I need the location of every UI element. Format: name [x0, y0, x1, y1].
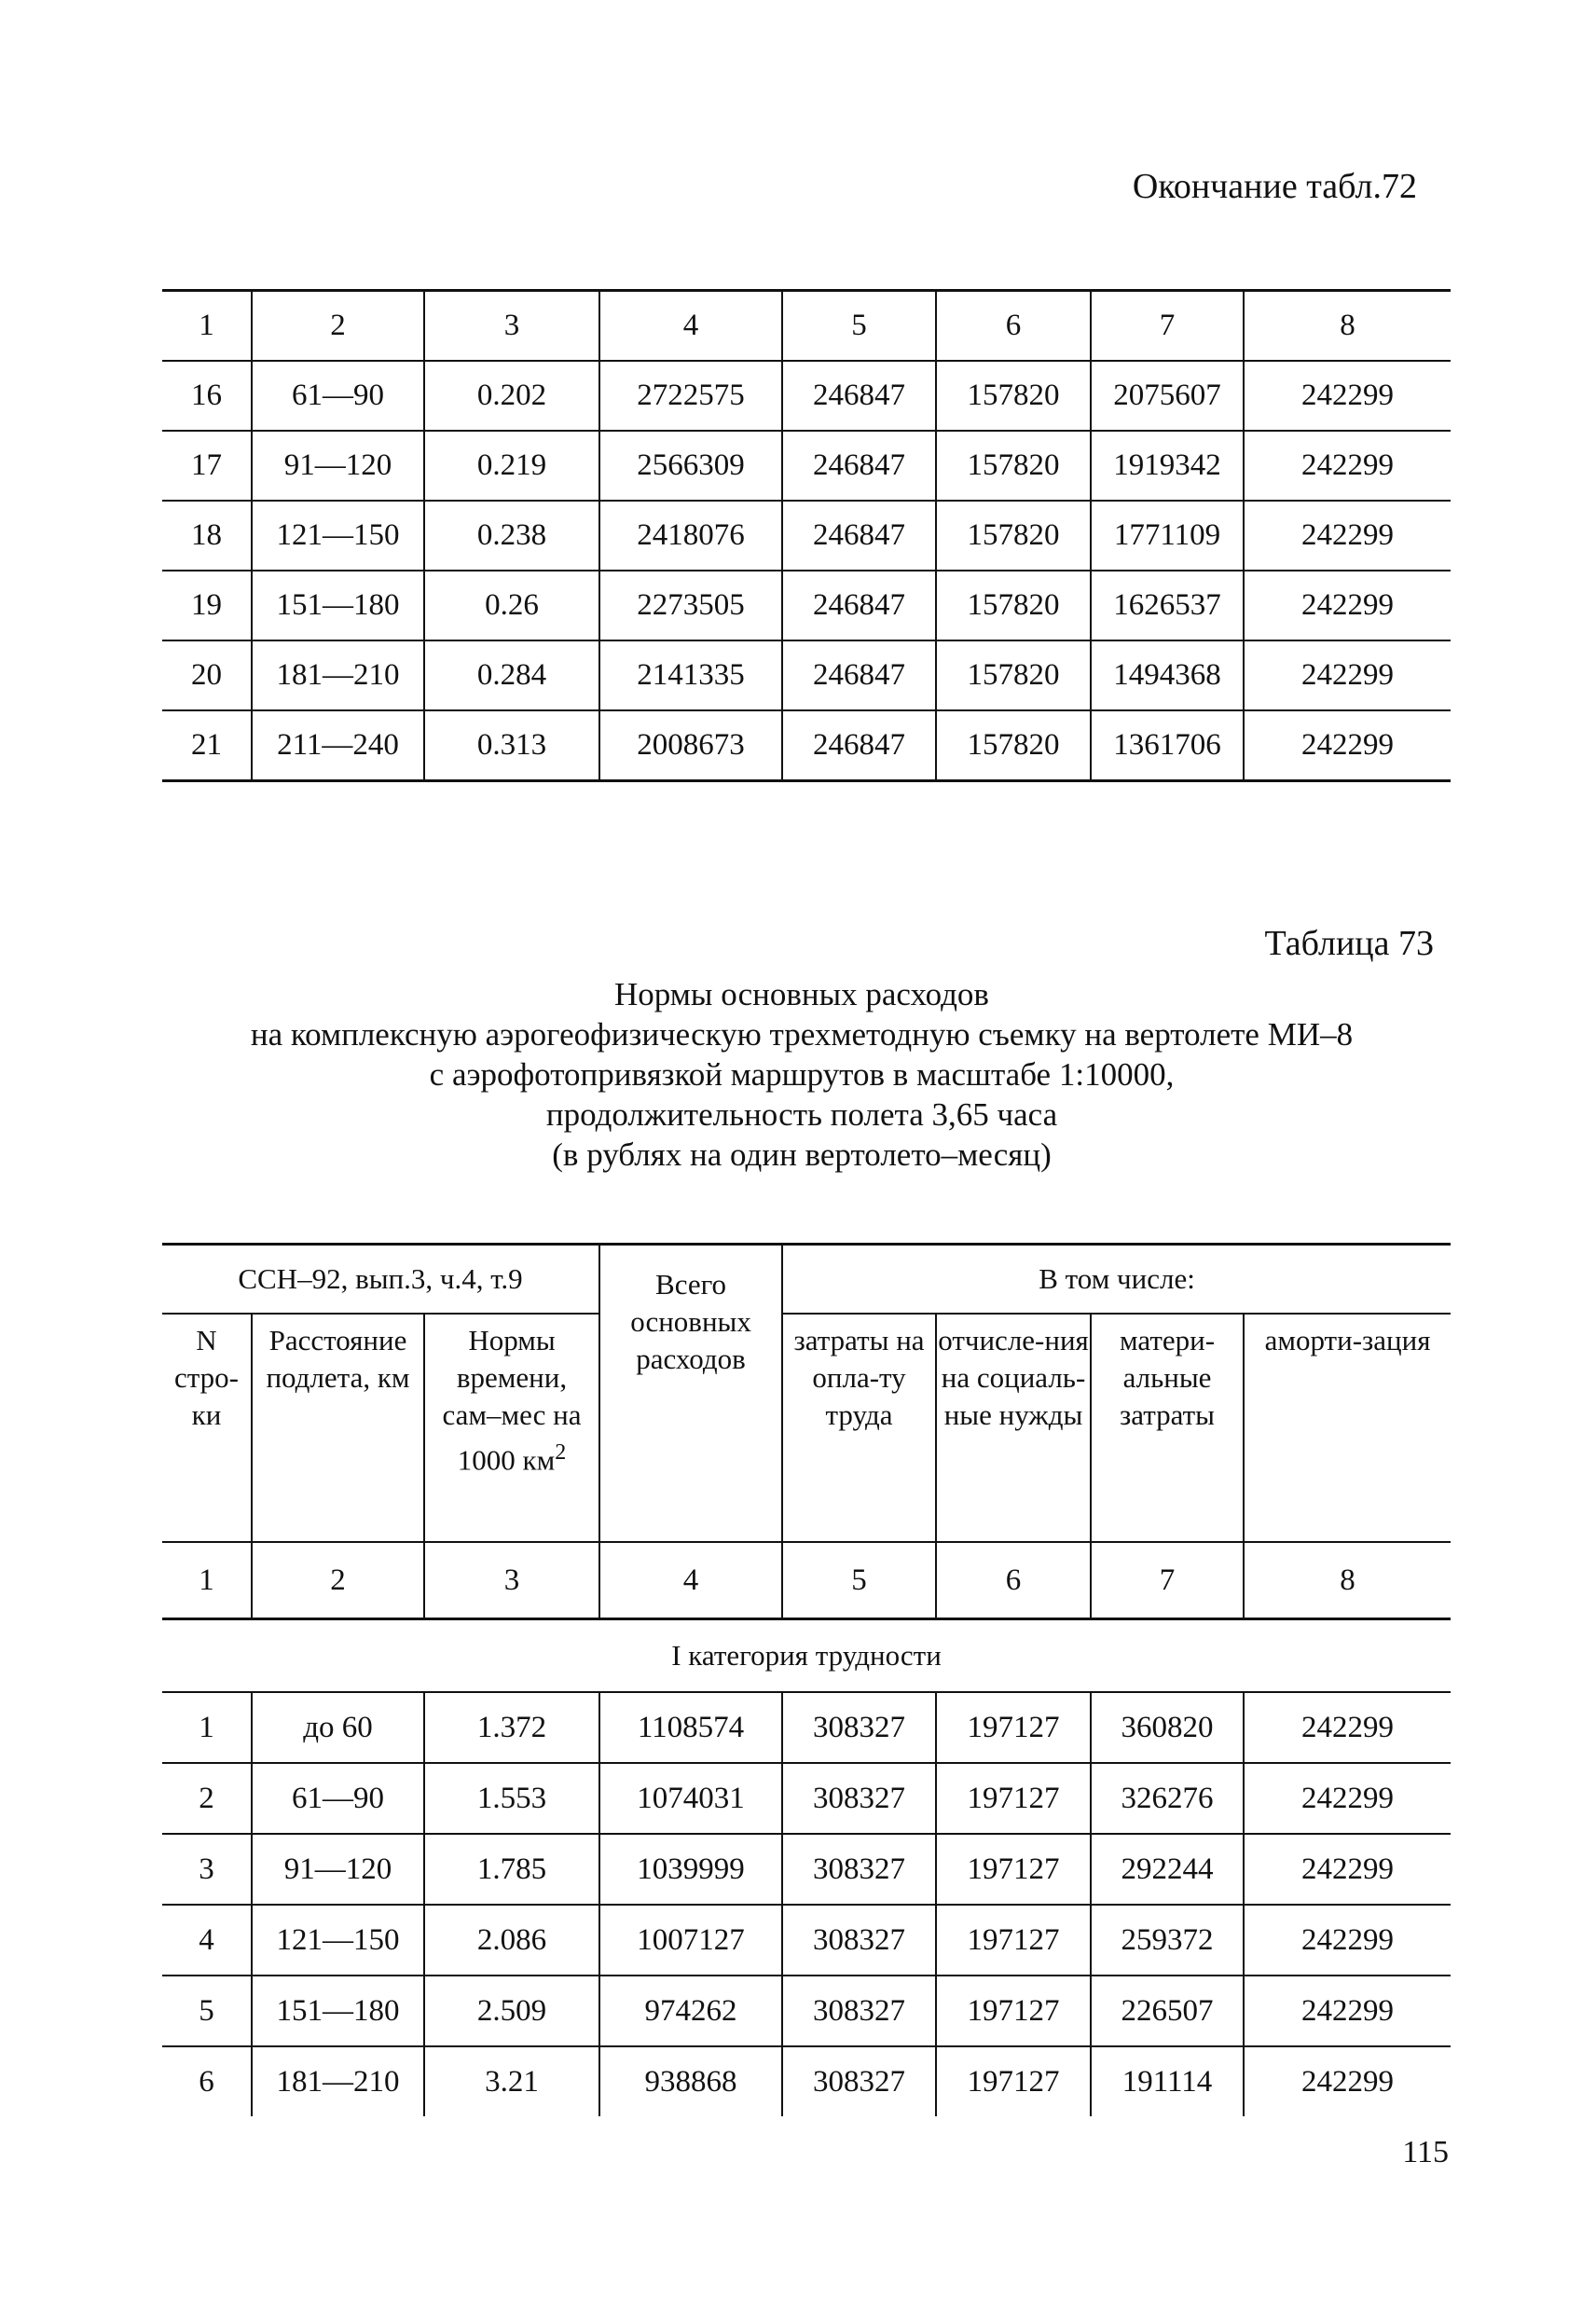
table-cell: 242299 [1244, 1692, 1451, 1763]
table-cell: 5 [162, 1976, 252, 2046]
column-number-cell: 4 [599, 291, 782, 362]
col-header-time-norms-text: Нормы времени, сам–мес на 1000 км [442, 1324, 582, 1477]
heading-line: на комплексную аэрогеофизическую трехметодную съемку на вертолете МИ–8 [250, 1016, 1354, 1053]
table-cell: 246847 [782, 361, 936, 431]
table-cell: 242299 [1244, 1834, 1451, 1905]
table-cell: 1626537 [1091, 571, 1244, 640]
table-cell: 0.219 [424, 431, 599, 501]
column-number-cell: 8 [1244, 1542, 1451, 1619]
table-cell: до 60 [252, 1692, 424, 1763]
table-cell: 242299 [1244, 710, 1451, 781]
table-cell: 197127 [936, 1834, 1091, 1905]
column-number-cell: 6 [936, 291, 1091, 362]
heading-line: Нормы основных расходов [614, 976, 989, 1012]
table-cell: 242299 [1244, 640, 1451, 710]
table-cell: 974262 [599, 1976, 782, 2046]
table-cell: 181—210 [252, 2046, 424, 2116]
col-header-amortization: аморти-зация [1244, 1314, 1451, 1542]
table-cell: 259372 [1091, 1905, 1244, 1976]
continuation-title: Окончание табл.72 [1132, 167, 1417, 206]
table-row [162, 361, 1451, 431]
table-cell: 326276 [1091, 1763, 1244, 1834]
table-row [162, 291, 1451, 362]
col-header-time-norms [424, 1314, 599, 1542]
table-cell: 61—90 [252, 361, 424, 431]
table-cell: 157820 [936, 571, 1091, 640]
table-cell: 242299 [1244, 1763, 1451, 1834]
table-row [162, 1834, 1451, 1905]
page-number: 115 [1402, 2135, 1449, 2169]
table-cell: 0.313 [424, 710, 599, 781]
heading-line: (в рублях на один вертолето–месяц) [552, 1136, 1052, 1173]
table-cell: 308327 [782, 1905, 936, 1976]
table-cell: 1007127 [599, 1905, 782, 1976]
table-cell: 2.086 [424, 1905, 599, 1976]
table-row [162, 640, 1451, 710]
table-cell: 246847 [782, 431, 936, 501]
table-cell: 91—120 [252, 1834, 424, 1905]
table-cell: 246847 [782, 710, 936, 781]
table-cell: 1361706 [1091, 710, 1244, 781]
heading-line: продолжительность полета 3,65 часа [545, 1096, 1058, 1133]
table-cell: 2418076 [599, 501, 782, 571]
table-cell: 157820 [936, 431, 1091, 501]
table-cell: 1771109 [1091, 501, 1244, 571]
table-cell: 61—90 [252, 1763, 424, 1834]
column-number-cell: 7 [1091, 1542, 1244, 1619]
table-cell: 0.26 [424, 571, 599, 640]
column-numbers-row [162, 1542, 1451, 1619]
column-number-cell: 1 [162, 291, 252, 362]
column-number-cell: 8 [1244, 291, 1451, 362]
table-cell: 16 [162, 361, 252, 431]
table-cell: 0.238 [424, 501, 599, 571]
table-cell: 197127 [936, 1976, 1091, 2046]
table-cell: 2273505 [599, 571, 782, 640]
table-cell: 2.509 [424, 1976, 599, 2046]
table-cell: 3.21 [424, 2046, 599, 2116]
table-cell: 308327 [782, 1692, 936, 1763]
table-72-continuation [162, 289, 1451, 782]
table-cell: 1.553 [424, 1763, 599, 1834]
table-cell: 242299 [1244, 431, 1451, 501]
table-cell: 157820 [936, 640, 1091, 710]
col-header-distance: Расстояние подлета, км [252, 1314, 424, 1542]
table-73-heading [140, 974, 1464, 1175]
table-cell: 1.785 [424, 1834, 599, 1905]
table-cell: 0.284 [424, 640, 599, 710]
table-row [162, 2046, 1451, 2116]
table-cell: 2 [162, 1763, 252, 1834]
table-row [162, 710, 1451, 781]
table-cell: 1 [162, 1692, 252, 1763]
table-cell: 242299 [1244, 571, 1451, 640]
table-cell: 151—180 [252, 1976, 424, 2046]
table-cell: 157820 [936, 361, 1091, 431]
table-cell: 246847 [782, 571, 936, 640]
table-cell: 308327 [782, 1976, 936, 2046]
table-cell: 20 [162, 640, 252, 710]
table-cell: 2075607 [1091, 361, 1244, 431]
table-cell: 938868 [599, 2046, 782, 2116]
column-number-cell: 4 [599, 1542, 782, 1619]
table-cell: 1108574 [599, 1692, 782, 1763]
table-cell: 6 [162, 2046, 252, 2116]
table-cell: 157820 [936, 710, 1091, 781]
col-header-labor: затраты на опла-ту труда [782, 1314, 936, 1542]
table-cell: 197127 [936, 2046, 1091, 2116]
col-header-n: N стро-ки [162, 1314, 252, 1542]
table-row [162, 1976, 1451, 2046]
table-cell: 151—180 [252, 571, 424, 640]
table-cell: 1494368 [1091, 640, 1244, 710]
table-cell: 308327 [782, 2046, 936, 2116]
table-cell: 21 [162, 710, 252, 781]
table-cell: 191114 [1091, 2046, 1244, 2116]
table-row [162, 501, 1451, 571]
table-cell: 157820 [936, 501, 1091, 571]
column-number-cell: 5 [782, 291, 936, 362]
table-cell: 1.372 [424, 1692, 599, 1763]
table-cell: 17 [162, 431, 252, 501]
table-cell: 246847 [782, 501, 936, 571]
column-number-cell: 1 [162, 1542, 252, 1619]
column-number-cell: 5 [782, 1542, 936, 1619]
table-cell: 197127 [936, 1763, 1091, 1834]
table-row [162, 571, 1451, 640]
total-header: Всего основных расходов [599, 1245, 782, 1543]
table-cell: 3 [162, 1834, 252, 1905]
table-cell: 4 [162, 1905, 252, 1976]
column-number-cell: 7 [1091, 291, 1244, 362]
col-header-social: отчисле-ния на социаль-ные нужды [936, 1314, 1091, 1542]
table-cell: 121—150 [252, 1905, 424, 1976]
group-header-including: В том числе: [782, 1245, 1451, 1315]
table-row [162, 431, 1451, 501]
table-cell: 2008673 [599, 710, 782, 781]
table-cell: 1039999 [599, 1834, 782, 1905]
table-row [162, 1905, 1451, 1976]
table-73-label: Таблица 73 [1264, 924, 1434, 963]
table-row [162, 1763, 1451, 1834]
table-cell: 242299 [1244, 1976, 1451, 2046]
table-cell: 1074031 [599, 1763, 782, 1834]
table-cell: 308327 [782, 1834, 936, 1905]
table-row [162, 1692, 1451, 1763]
table-73 [162, 1243, 1451, 2116]
table-cell: 2141335 [599, 640, 782, 710]
column-number-cell: 3 [424, 291, 599, 362]
table-cell: 197127 [936, 1692, 1091, 1763]
table-cell: 18 [162, 501, 252, 571]
table-cell: 121—150 [252, 501, 424, 571]
table-cell: 242299 [1244, 501, 1451, 571]
column-number-cell: 3 [424, 1542, 599, 1619]
table-cell: 246847 [782, 640, 936, 710]
table-cell: 1919342 [1091, 431, 1244, 501]
table-cell: 2566309 [599, 431, 782, 501]
table-cell: 2722575 [599, 361, 782, 431]
table-cell: 211—240 [252, 710, 424, 781]
table-cell: 181—210 [252, 640, 424, 710]
table-cell: 360820 [1091, 1692, 1244, 1763]
table-cell: 242299 [1244, 1905, 1451, 1976]
group-header-ssn: ССН–92, вып.3, ч.4, т.9 [162, 1245, 599, 1315]
table-cell: 19 [162, 571, 252, 640]
col-header-materials: матери-альные затраты [1091, 1314, 1244, 1542]
heading-line: с аэрофотопривязкой маршрутов в масштабе 1:10000, [429, 1056, 1175, 1093]
table-cell: 0.202 [424, 361, 599, 431]
table-cell: 226507 [1091, 1976, 1244, 2046]
table-cell: 242299 [1244, 361, 1451, 431]
column-number-cell: 6 [936, 1542, 1091, 1619]
superscript: 2 [555, 1440, 567, 1465]
category-row: I категория трудности [162, 1619, 1451, 1693]
column-number-cell: 2 [252, 291, 424, 362]
column-number-cell: 2 [252, 1542, 424, 1619]
table-cell: 91—120 [252, 431, 424, 501]
table-cell: 197127 [936, 1905, 1091, 1976]
table-cell: 308327 [782, 1763, 936, 1834]
table-cell: 292244 [1091, 1834, 1244, 1905]
table-cell: 242299 [1301, 2064, 1395, 2099]
